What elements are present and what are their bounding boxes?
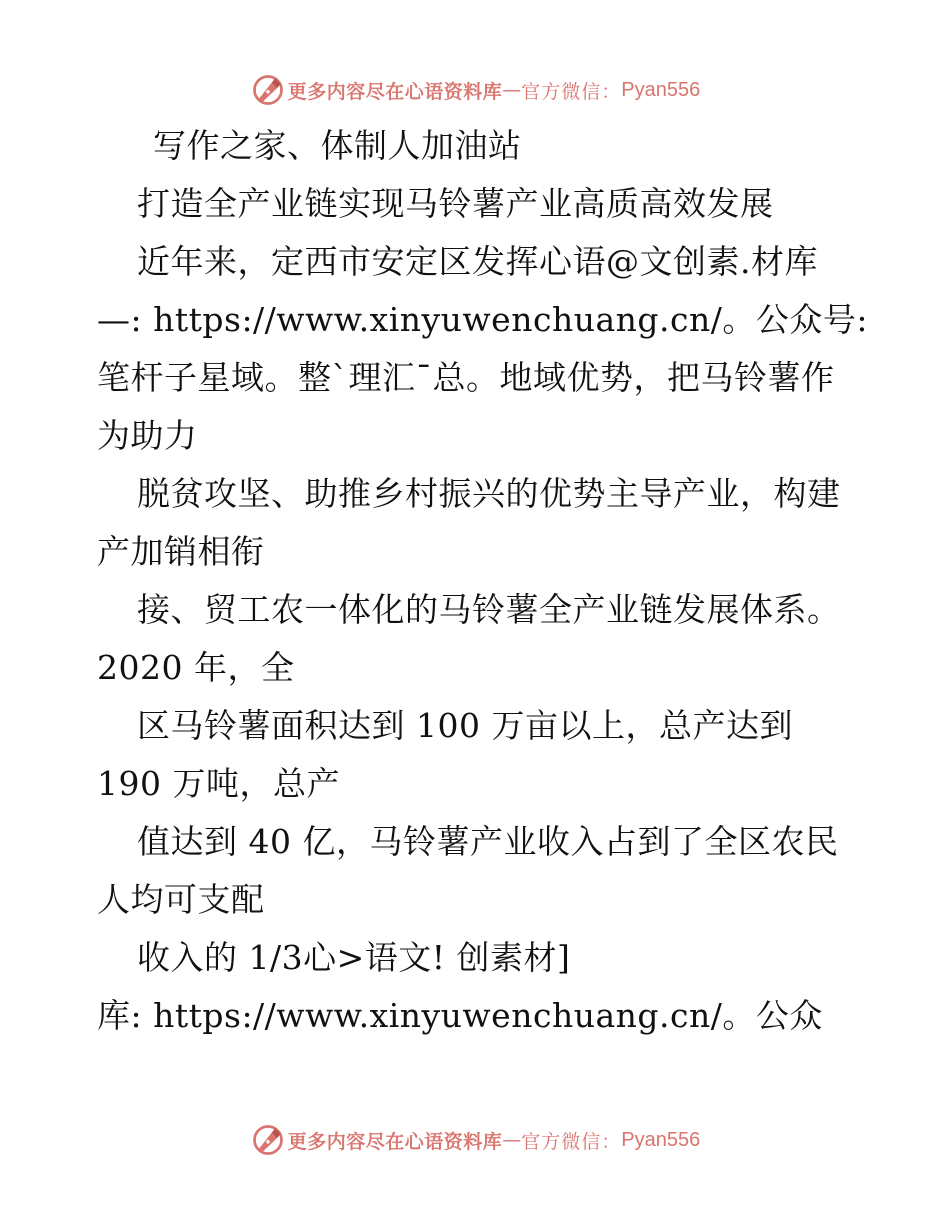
doc-line: 人均可支配 (97, 880, 265, 919)
doc-line-header: 写作之家、体制人加油站 (153, 126, 522, 165)
doc-line: —: https://www.xinyuwenchuang.cn/。公众号: (97, 300, 868, 339)
watermark-wechat-label: 官方微信： (521, 80, 622, 103)
doc-line: 脱贫攻坚、助推乡村振兴的优势主导产业，构建 (137, 474, 841, 513)
doc-line: 收入的 1/3心>语文! 创素材] (137, 938, 571, 977)
watermark-separator: — (502, 79, 522, 101)
header-watermark (0, 70, 950, 110)
watermark-wechat-id: Pyan556 (621, 1128, 701, 1151)
footer-watermark (0, 1120, 950, 1160)
doc-line: 笔杆子星域。整`理汇¯总。地域优势，把马铃薯作 (97, 358, 835, 397)
watermark-text: 更多内容尽在心语资料库 (287, 80, 503, 103)
doc-line: 产加销相衔 (97, 532, 265, 571)
pen-nib-logo-icon (250, 1122, 286, 1158)
doc-line: 190 万吨，总产 (97, 764, 340, 803)
doc-line: 为助力 (97, 416, 198, 455)
doc-line: 值达到 40 亿，马铃薯产业收入占到了全区农民 (137, 822, 839, 861)
doc-line: 区马铃薯面积达到 100 万亩以上，总产达到 (137, 706, 793, 745)
doc-line: 2020 年，全 (97, 648, 295, 687)
watermark-text: 更多内容尽在心语资料库 (287, 1130, 503, 1153)
watermark-separator: — (502, 1129, 522, 1151)
doc-line: 库: https://www.xinyuwenchuang.cn/。公众 (97, 996, 823, 1035)
doc-line: 近年来，定西市安定区发挥心语@文创素.材库 (137, 242, 818, 281)
doc-title: 打造全产业链实现马铃薯产业高质高效发展 (137, 184, 774, 223)
doc-line: 接、贸工农一体化的马铃薯全产业链发展体系。 (137, 590, 841, 629)
pen-nib-logo-icon (250, 72, 286, 108)
watermark-wechat-label: 官方微信： (521, 1130, 622, 1153)
watermark-wechat-id: Pyan556 (621, 78, 701, 101)
